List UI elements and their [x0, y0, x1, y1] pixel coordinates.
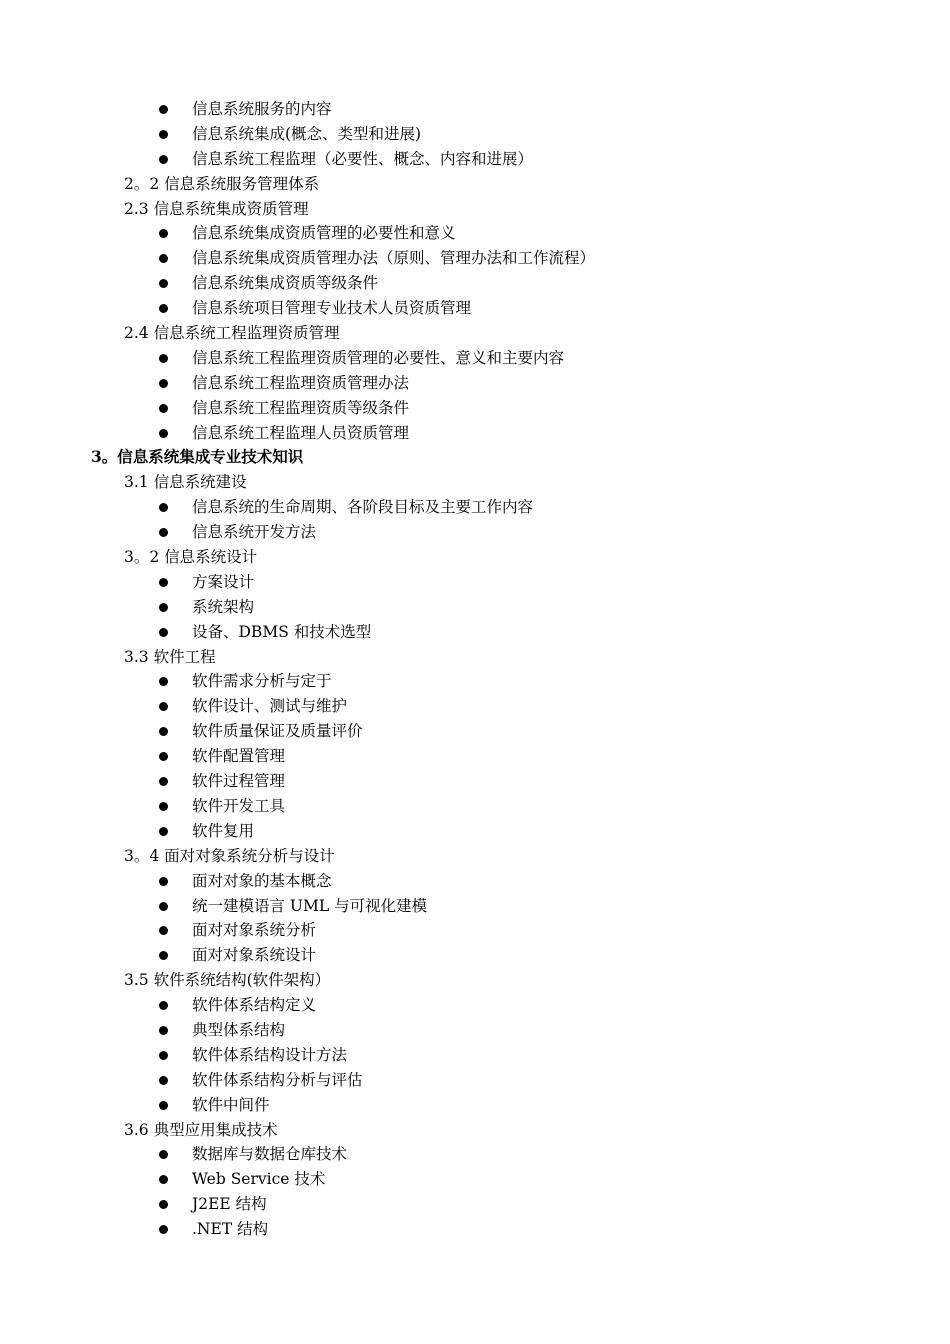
- chapter-heading: [0, 445, 950, 470]
- section-heading: [0, 197, 950, 222]
- list-item: [0, 421, 950, 446]
- bullet-icon: [159, 279, 168, 288]
- bullet-icon: [159, 902, 168, 911]
- bullet-icon: [159, 752, 168, 761]
- line-text: 统一建模语言 UML 与可视化建模: [192, 896, 428, 915]
- list-item: [0, 769, 950, 794]
- line-text: 设备、DBMS 和技术选型: [192, 622, 372, 641]
- line-text: 3.6 典型应用集成技术: [124, 1120, 278, 1139]
- section-heading: [0, 1118, 950, 1143]
- bullet-icon: [159, 827, 168, 836]
- line-text: 面对对象的基本概念: [192, 871, 332, 890]
- line-text: 软件中间件: [192, 1095, 270, 1114]
- bullet-icon: [159, 1026, 168, 1035]
- line-text: 3。2 信息系统设计: [124, 548, 258, 567]
- bullet-icon: [159, 254, 168, 263]
- list-item: [0, 794, 950, 819]
- list-item: [0, 570, 950, 595]
- line-text: 信息系统工程监理人员资质管理: [192, 423, 410, 442]
- bullet-icon: [159, 229, 168, 238]
- line-text: 方案设计: [192, 572, 255, 591]
- bullet-icon: [159, 1051, 168, 1060]
- list-item: [0, 694, 950, 719]
- list-item: [0, 1018, 950, 1043]
- line-text: 软件复用: [192, 821, 255, 840]
- bullet-icon: [159, 105, 168, 114]
- bullet-icon: [159, 926, 168, 935]
- line-text: 3.3 软件工程: [124, 647, 216, 666]
- section-heading: [0, 545, 950, 570]
- list-item: [0, 993, 950, 1018]
- section-heading: [0, 172, 950, 197]
- list-item: [0, 495, 950, 520]
- bullet-icon: [159, 1001, 168, 1010]
- line-text: J2EE 结构: [192, 1195, 267, 1214]
- line-text: 3.1 信息系统建设: [124, 473, 247, 492]
- bullet-icon: [159, 1225, 168, 1234]
- bullet-icon: [159, 727, 168, 736]
- line-text: 3.5 软件系统结构(软件架构）: [124, 971, 331, 990]
- bullet-icon: [159, 802, 168, 811]
- line-text: 软件体系结构定义: [192, 996, 317, 1015]
- line-text: 数据库与数据仓库技术: [192, 1145, 348, 1164]
- list-item: [0, 346, 950, 371]
- bullet-icon: [159, 578, 168, 587]
- bullet-icon: [159, 877, 168, 886]
- line-text: 面对对象系统设计: [192, 946, 317, 965]
- bullet-icon: [159, 777, 168, 786]
- line-text: Web Service 技术: [192, 1170, 326, 1189]
- line-text: 2.4 信息系统工程监理资质管理: [124, 324, 340, 343]
- document-body: [0, 97, 950, 1242]
- bullet-icon: [159, 528, 168, 537]
- bullet-icon: [159, 429, 168, 438]
- list-item: [0, 819, 950, 844]
- list-item: [0, 918, 950, 943]
- bullet-icon: [159, 503, 168, 512]
- line-text: 信息系统工程监理资质管理的必要性、意义和主要内容: [192, 348, 565, 367]
- line-text: 信息系统集成(概念、类型和进展): [192, 124, 422, 143]
- bullet-icon: [159, 1101, 168, 1110]
- list-item: [0, 595, 950, 620]
- list-item: [0, 943, 950, 968]
- list-item: [0, 669, 950, 694]
- list-item: [0, 620, 950, 645]
- section-heading: [0, 321, 950, 346]
- line-text: 软件需求分析与定于: [192, 672, 332, 691]
- line-text: 软件过程管理: [192, 772, 286, 791]
- line-text: 软件配置管理: [192, 747, 286, 766]
- line-text: 信息系统集成资质管理的必要性和意义: [192, 224, 456, 243]
- section-heading: [0, 968, 950, 993]
- list-item: [0, 271, 950, 296]
- bullet-icon: [159, 1175, 168, 1184]
- bullet-icon: [159, 304, 168, 313]
- bullet-icon: [159, 404, 168, 413]
- line-text: 软件体系结构分析与评估: [192, 1070, 363, 1089]
- bullet-icon: [159, 130, 168, 139]
- list-item: [0, 147, 950, 172]
- bullet-icon: [159, 677, 168, 686]
- line-text: .NET 结构: [192, 1220, 269, 1239]
- list-item: [0, 894, 950, 919]
- bullet-icon: [159, 1200, 168, 1209]
- bullet-icon: [159, 379, 168, 388]
- line-text: 信息系统服务的内容: [192, 100, 332, 118]
- line-text: 面对对象系统分析: [192, 921, 317, 940]
- line-text: 信息系统工程监理资质管理办法: [192, 373, 410, 392]
- line-text: 3。信息系统集成专业技术知识: [91, 447, 304, 467]
- section-heading: [0, 844, 950, 869]
- line-text: 信息系统集成资质等级条件: [192, 274, 379, 293]
- bullet-icon: [159, 603, 168, 612]
- list-item: [0, 744, 950, 769]
- line-text: 2.3 信息系统集成资质管理: [124, 199, 309, 218]
- list-item: [0, 221, 950, 246]
- line-text: 系统架构: [192, 597, 255, 616]
- section-heading: [0, 645, 950, 670]
- line-text: 信息系统集成资质管理办法（原则、管理办法和工作流程）: [192, 249, 596, 268]
- line-text: 软件质量保证及质量评价: [192, 722, 363, 741]
- list-item: [0, 1093, 950, 1118]
- list-item: [0, 1167, 950, 1192]
- list-item: [0, 97, 950, 122]
- bullet-icon: [159, 155, 168, 164]
- bullet-icon: [159, 702, 168, 711]
- line-text: 软件开发工具: [192, 796, 286, 815]
- list-item: [0, 1217, 950, 1242]
- line-text: 信息系统工程监理资质等级条件: [192, 398, 410, 417]
- bullet-icon: [159, 951, 168, 960]
- line-text: 信息系统项目管理专业技术人员资质管理: [192, 299, 472, 318]
- line-text: 3。4 面对对象系统分析与设计: [124, 846, 335, 865]
- list-item: [0, 1043, 950, 1068]
- line-text: 软件体系结构设计方法: [192, 1045, 348, 1064]
- line-text: 软件设计、测试与维护: [192, 697, 348, 716]
- list-item: [0, 520, 950, 545]
- bullet-icon: [159, 1150, 168, 1159]
- list-item: [0, 371, 950, 396]
- bullet-icon: [159, 1076, 168, 1085]
- list-item: [0, 1192, 950, 1217]
- bullet-icon: [159, 354, 168, 363]
- line-text: 典型体系结构: [192, 1020, 286, 1039]
- bullet-icon: [159, 628, 168, 637]
- list-item: [0, 869, 950, 894]
- section-heading: [0, 470, 950, 495]
- list-item: [0, 719, 950, 744]
- list-item: [0, 1142, 950, 1167]
- line-text: 信息系统的生命周期、各阶段目标及主要工作内容: [192, 498, 534, 517]
- line-text: 信息系统工程监理（必要性、概念、内容和进展）: [192, 149, 534, 168]
- list-item: [0, 296, 950, 321]
- list-item: [0, 122, 950, 147]
- list-item: [0, 1068, 950, 1093]
- list-item: [0, 396, 950, 421]
- line-text: 2。2 信息系统服务管理体系: [124, 174, 320, 193]
- line-text: 信息系统开发方法: [192, 523, 317, 542]
- list-item: [0, 246, 950, 271]
